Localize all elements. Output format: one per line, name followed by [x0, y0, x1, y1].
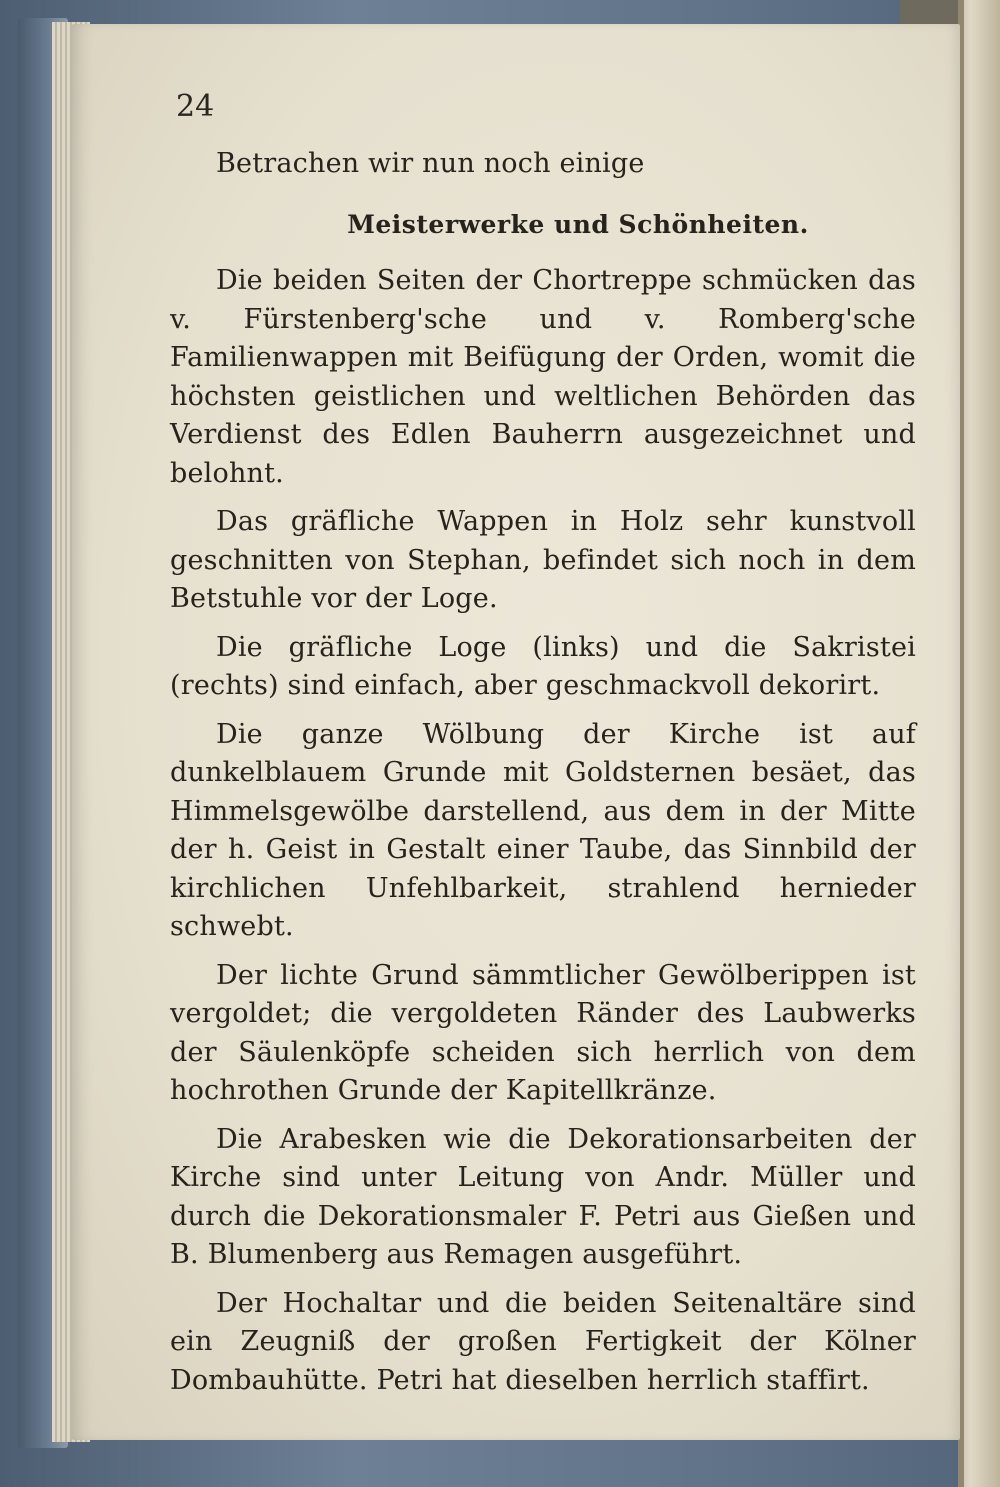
- paragraph: Der lichte Grund sämmtlicher Gewölberippen ist vergoldet; die vergoldeten Ränder des Laubwerks der Säulenköpfe scheiden sich herrlich von dem hochrothen Grunde der Kapitellkränze.: [170, 959, 916, 1106]
- page-text: [170, 145, 916, 1410]
- paragraph: Der Hochaltar und die beiden Seitenaltäre sind ein Zeugniß der großen Fertigkeit der Kölner Dombauhütte. Petri hat dieselben herrlich staffirt.: [170, 1287, 916, 1396]
- paragraph: Das gräfliche Wappen in Holz sehr kunstvoll geschnitten von Stephan, befindet sich noch in dem Betstuhle vor der Loge.: [170, 506, 916, 614]
- adjacent-page-edge: [958, 0, 1000, 1487]
- section-heading: Meisterwerke und Schönheiten.: [347, 209, 809, 239]
- paragraph: Die ganze Wölbung der Kirche ist auf dunkelblauem Grunde mit Goldsternen besäet, das Himmelsgewölbe darstellend, aus dem in der Mitte der h. Geist in Gestalt einer Taube, das Sinnbild der kirchlichen Unfehlbarkeit, strahlend hernieder schwebt.: [170, 718, 916, 942]
- paragraph: Die gräfliche Loge (links) und die Sakristei (rechts) sind einfach, aber geschmackvoll dekorirt.: [170, 631, 916, 701]
- paragraph: Die beiden Seiten der Chortreppe schmücken das v. Fürstenberg'sche und v. Romberg'sche Familienwappen mit Beifügung der Orden, womit die höchsten geistlichen und weltlichen Behörden das Verdienst des Edlen Bauherrn ausgezeichnet und belohnt.: [170, 265, 916, 489]
- intro-line: Betrachen wir nun noch einige: [216, 148, 645, 179]
- paragraph: Die Arabesken wie die Dekorationsarbeiten der Kirche sind unter Leitung von Andr. Müller und durch die Dekorationsmaler F. Petri aus Gießen und B. Blumenberg aus Remagen ausgeführt.: [170, 1123, 916, 1270]
- page-number: 24: [176, 89, 215, 124]
